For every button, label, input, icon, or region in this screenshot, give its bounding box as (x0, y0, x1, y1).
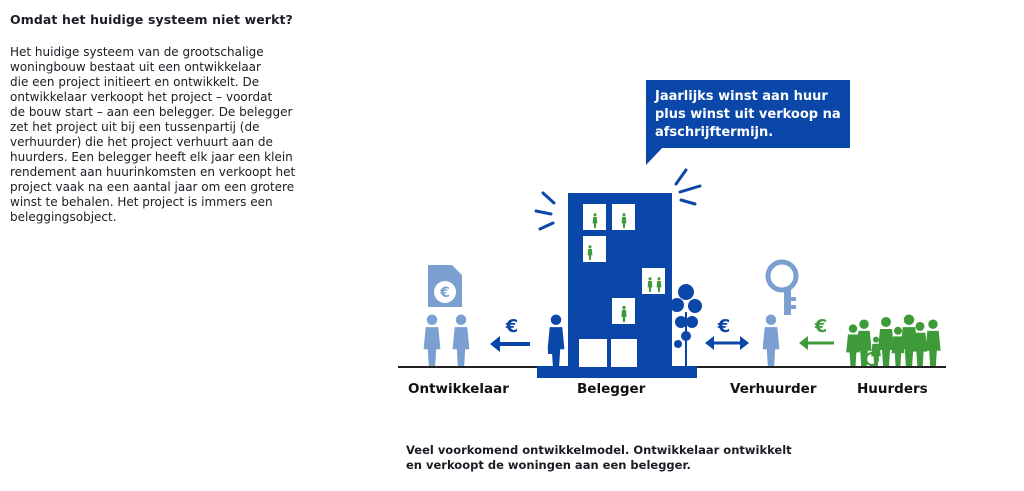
body-line: rendement aan huurinkomsten en verkoopt het (10, 165, 296, 179)
label-huurders: Huurders (857, 381, 928, 397)
tenant-figures (846, 315, 940, 366)
euro-sign: € (717, 316, 731, 337)
double-arrow-icon (705, 316, 749, 350)
body-line: die een project initieert en ontwikkelt. De (10, 75, 260, 89)
body-line: ontwikkelaar verkoopt het project – voordat (10, 90, 273, 104)
diagram-caption (406, 443, 792, 473)
investor-figure (548, 315, 565, 366)
bubble-line: Jaarlijks winst aan huur (655, 89, 828, 104)
key-icon (768, 262, 796, 315)
body-line: winst te behalen. Het project is immers een (10, 195, 273, 209)
euro-sign: € (814, 316, 828, 337)
label-ontwikkelaar: Ontwikkelaar (408, 381, 509, 397)
body-line: huurders. Een belegger heeft elk jaar een klein (10, 150, 293, 164)
euro-sign: € (505, 316, 519, 337)
label-belegger: Belegger (577, 381, 646, 397)
euro-sign: € (440, 285, 450, 301)
bubble-line: plus winst uit verkoop na (655, 107, 841, 122)
landlord-figure (763, 315, 780, 366)
arrow-left-icon (799, 316, 834, 350)
body-line: Het huidige systeem van de grootschalige (10, 45, 264, 59)
body-line: verhuurder) die het project verhuurt aan de (10, 135, 273, 149)
body-line: de bouw start – aan een belegger. De belegger (10, 105, 293, 119)
body-line: woningbouw bestaat uit een ontwikkelaar (10, 60, 261, 74)
developer-figures (424, 315, 470, 366)
body-line: project vaak na een aantal jaar om een grotere (10, 180, 295, 194)
body-line: beleggingsobject. (10, 210, 117, 224)
burst-lines-left (536, 193, 554, 229)
document-euro-icon (428, 265, 462, 307)
label-verhuurder: Verhuurder (730, 381, 817, 397)
body-line: zet het project uit bij een tussenpartij (de (10, 120, 260, 134)
caption-line: Veel voorkomend ontwikkelmodel. Ontwikkelaar ontwikkelt (406, 443, 792, 457)
building-base (537, 366, 697, 378)
speech-bubble (646, 80, 850, 165)
bubble-line: afschrijftermijn. (655, 125, 774, 140)
arrow-left-icon (490, 316, 530, 352)
building (568, 193, 672, 367)
page-heading: Omdat het huidige systeem niet werkt? (10, 12, 293, 27)
tree-icon (670, 284, 702, 367)
caption-line: en verkoopt de woningen aan een belegger. (406, 458, 691, 472)
burst-lines-right (676, 170, 700, 204)
